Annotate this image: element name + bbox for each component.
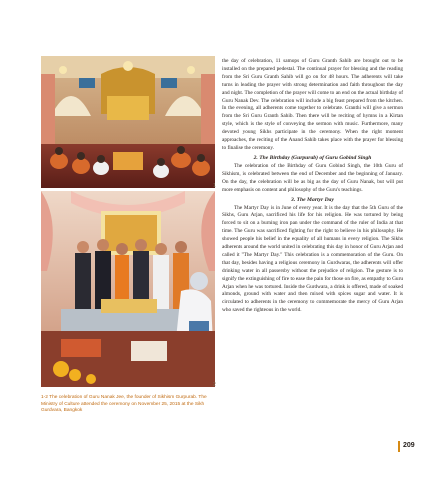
page-number-marker: [398, 441, 400, 452]
body-paragraph: The Martyr Day is in June of every year. It is the day that the 5th Guru of the Sikhs, Guru Arjan, sacrificed his life for his religion. He was tortured by being forced to sit on a burning iron pan under the command of the ruler of India at that time. The Guru was sacrificed fighting for the right to believe in his philosophy. He showed people his belief in the equality of all humans in every religion. The Sikhs adherents around the world united in celebrating this day in honor of Guru Arjan and called it "The Martyr Day." This celebration is a commemoration of the Guru. On that day, besides having a religious ceremony in Gurdwaras, the adherents will offer drinking water in all passersby without the prejudice of religion. The gesture is to signify the extinguishing of fire to ease the pain for those on fire, as empathy to Guru Arjan when he was tortured. Inside the Gurdwara, a drink is offered, made of soaked almonds, ground with water and then mixed with spices sugar and water. It is circulated to adherents in the ceremony to commemorate the mercy of Guru Arjan who saved the righteous in the world.: [222, 204, 403, 314]
photo-number: 2: [213, 382, 216, 388]
photo-number: 1: [213, 183, 216, 189]
section-heading: 2. The Birthday (Gurpurab) of Guru Gobind Singh: [253, 154, 372, 161]
officials-ceremony-photo: [41, 191, 215, 387]
ceremony-hall-photo: [41, 56, 215, 188]
page-number: 209: [403, 442, 415, 449]
article-text: [222, 58, 403, 315]
section-heading: 3. The Martyr Day: [291, 196, 334, 203]
body-paragraph: The celebration of the Birthday of Guru Gobind Singh, the 10th Guru of Sikhism, is celebrated between the end of December and the beginning of January. On the day, the celebration will be as big as the day of Guru Nanak, but will put more emphasis on content and philosophy of the Guru's teachings.: [222, 162, 403, 193]
photo-caption: 1-2 The celebration of Guru Nanak Jee, the founder of Sikhism Gurpurab. The Ministry of Culture attended the ceremony on November 25, 2015 at the Sikh Gurdvara, Bangkok: [41, 395, 207, 414]
body-paragraph: the day of celebration, 11 samops of Guru Granth Sahib are brought out to be installed on the prepared pedestal. The continual prayer for blessing and the reading from the Sri Guru Granth Sahib will go on for 48 hours. The adherents will take turns in leading the prayer with strong determination and faith throughout the day and night. The completion of the prayer will come to an end on the actual birthday of Guru Nanak Dev. The celebration will include a big feast prepared from the kitchen. In the evening, all adherents come together to celebrate. Granthi will give a sermon from the Sri Guru Granth Sahib. Then there will be reciting of hymns in a Kirtan style, which is the style of conveying the sermon with music. Furthermore, many devoted young Sikhs participate in the ceremony. When the right moment approaches, the reciting of the Anand Sahib takes place with the prayer for blessing to finalise the ceremony.: [222, 58, 403, 151]
